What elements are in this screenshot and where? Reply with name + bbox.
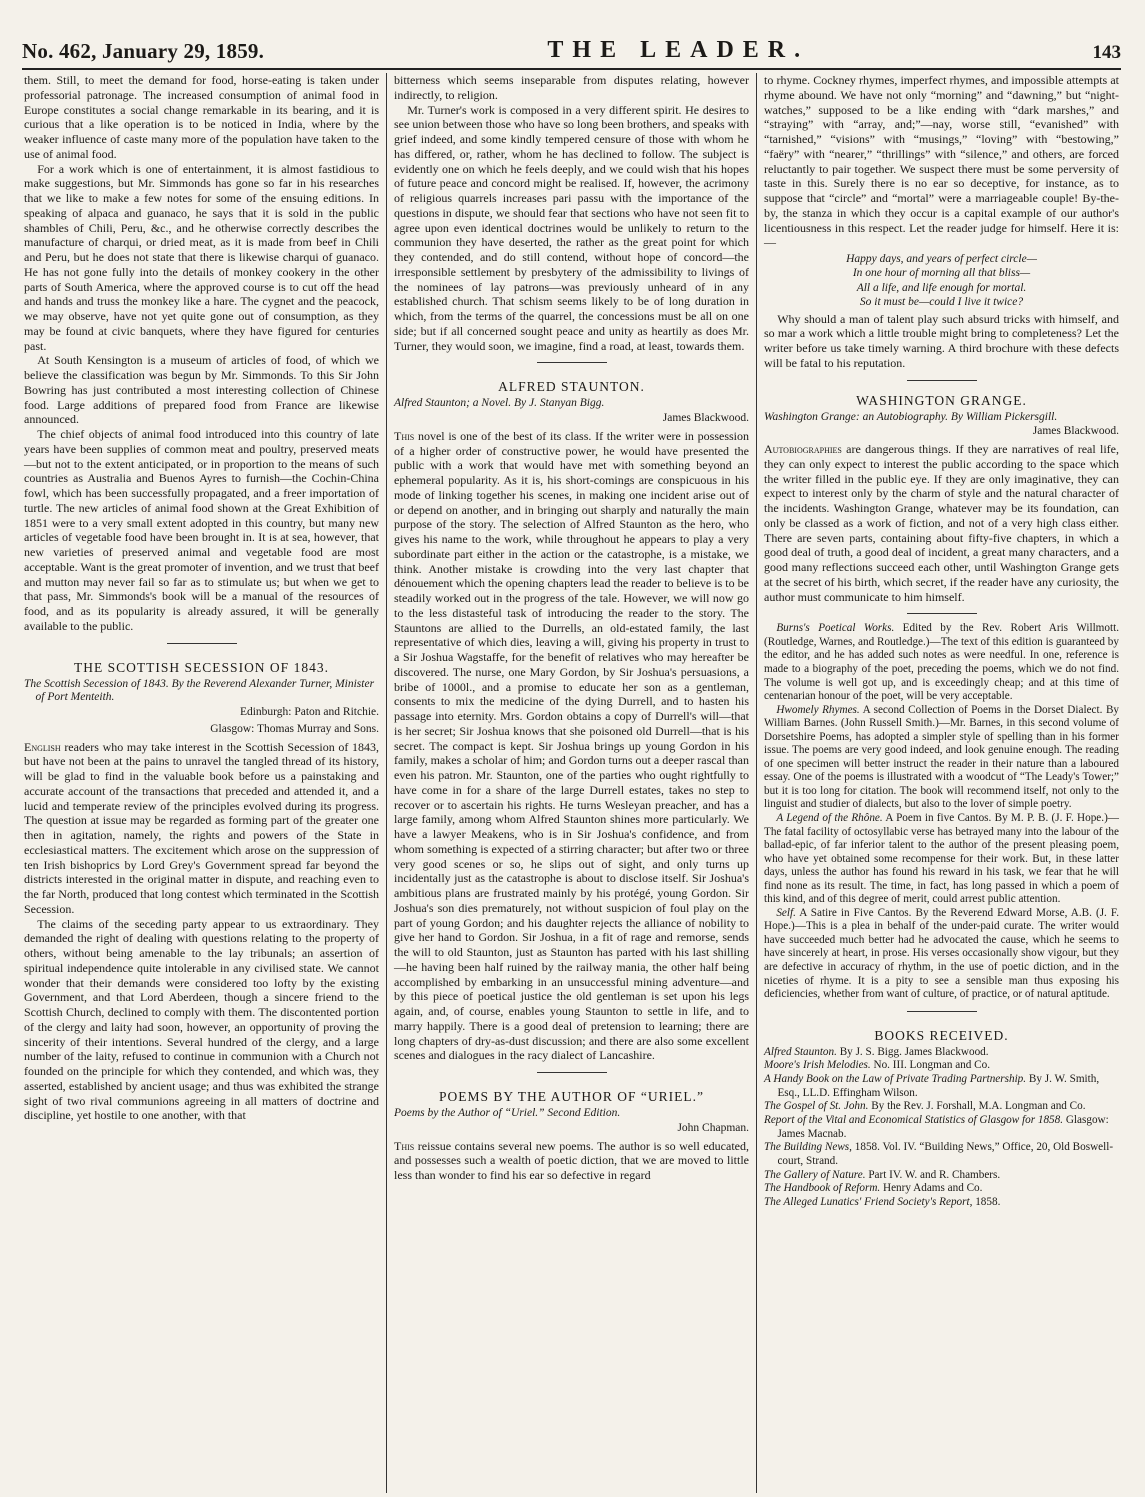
paragraph-body: novel is one of the best of its class. If the writer were in possession of a higher order of constructive power, he would have presented the public with a work that would have met with something beyond an ephemeral popularity. As it is, his short-comings are conspicuous in his mode of linking together his scenes, in making one incident arise out of or depend on another, and in bringing out sharply and naturally the main purpose of the story. The selection of Alfred Staunton as the hero, who gives his name to the work, while throughout he appears to play a very subordinate part either in the action or the catastrophe, is a mistake, we think. Another mistake is crowding into the very last chapter that dénouement which the opening chapters lead the reader to believe is to be steadily worked out in the progress of the tale. However, we will now go to the less distasteful task of introducing the reader to the story. The Stauntons are allied to the Durrells, an old-estated family, the last representative of which dies, leaving a will, giving his property in trust to a Sir Joshua Wagstaffe, for the benefit of relatives who may hereafter be discovered. The nurse, one Mary Gordon, by Sir Joshua's persuasions, a bribe of 1000l., and a promise to educate her son as a gentleman, consents to mix the medicine of the dying Durrell, and to hasten his passage into eternity. Mrs. Gordon obtains a copy of Durrell's will—that is her secret; Sir Joshua knows that she poisoned old Durrell—that is his secret. The compact is kept. Sir Joshua brings up young Gordon in his family, makes a scholar of him; and Gordon turns out a deeper rascal than even his patron. Mr. Staunton, one of the parties who ought rightfully to have come in for a share of the large Durrell estates, takes no step to recover or to ascertain his rights. He turns Wesleyan preacher, and has a large family, among whom Alfred Staunton shines more particularly. We have a lawyer Meakens, who is in Sir Joshua's confidence, and from whom something is expected of a stirring character; but after two or three very good scenes or so, he slips out of sight, and only turns up incidentally just as the catastrophe is about to disclose itself. Sir Joshua's ambitious plans are frustrated mainly by his protégé, young Gordon. Sir Joshua's son dies prematurely, not without suspicion of foul play on the part of young Gordon; and his daughter rejects the alliance of nobility to give her hand to Gordon. Sir Joshua, in a fit of rage and remorse, sends the will to old Staunton, just as Staunton has parted with his last shilling—he having been half ruined by the railway mania, the other half being accomplished by embarking in an unsuccessful mining adventure—and by this piece of poetical justice the old gentleman is set upon his legs again, and, of course, enables young Staunton to settle in life, and to marry happily. There is a good deal of pretension to learning; there are long chapters of dry-as-dust discussion; and there are also some excellent scenes and dialogues in the racy dialect of Lancashire.: [394, 428, 749, 1063]
lead-word: This: [394, 428, 415, 443]
article-byline: [394, 397, 749, 411]
book-entry: [764, 1059, 1119, 1073]
paragraph-body: are dangerous things. If they are narratives of real life, they can only expect to interest the public according to the space which the writer filled in the public eye. If they are only imaginative, they can expect to interest only by the charm of style and the natural character of the incidents. Washington Grange, whatever may be its foundation, can only be classed as a work of fiction, and not of a very high class either. There are seven parts, containing about fifty-five chapters, in which a good deal of truth, a good deal of incident, a great many characters, and a good many reflections succeed each other, until Washington Grange gets at the secret of his birth, which secret, if the reader have any curiosity, the author must communicate to him himself.: [764, 442, 1119, 604]
paragraph: bitterness which seems inseparable from disputes relating, however indirectly, to religion.: [394, 73, 749, 102]
paragraph: to rhyme. Cockney rhymes, imperfect rhymes, and impossible attempts at rhyme abound. We have not only “morning” and “dawning,” but “night-watches,” supposed to be a like ending with “dark marshes,” and “straying” with “array, and;”—nay, worse still, “evanished” with “tarnished,” “visions” with “musings,” “loving” with “bestowing,” “faëry” with “nearer,” “thrillings” with “silence,” and others, are forced reluctantly to pair together. We suspect there must be some perversity of taste in this. Surely there is no ear so deceptive, for instance, as to suppose that “circle” and “mortal” were a marriageable couple! By-the-by, the stanza in which they occur is a capital example of our author's licentiousness in this respect. Let the reader judge for himself. Here it is:—: [764, 73, 1119, 250]
paragraph-body: reissue contains several new poems. The author is so well educated, and possesses such a wealth of poetic diction, that we are moved to little less than wonder to find his ear so defective in regard: [394, 1138, 749, 1183]
book-details: Glasgow: James Macnab.: [777, 1113, 1109, 1140]
book-details: Henry Adams and Co.: [880, 1182, 983, 1195]
book-title: The Alleged Lunatics' Friend Society's Report,: [764, 1195, 973, 1208]
byline-text: Poems by the Author of “Uriel.” Second Edition.: [394, 1107, 621, 1120]
columns: [22, 73, 1121, 1493]
paragraph: [764, 442, 1119, 604]
column-2: [387, 73, 757, 1493]
book-entry: [764, 1100, 1119, 1114]
book-entry: [764, 1141, 1119, 1168]
page-number: 143: [1092, 42, 1121, 63]
byline-text: Alfred Staunton; a Novel. By J. Stanyan Bigg.: [394, 397, 605, 410]
books-received-list: [764, 1046, 1119, 1210]
section-divider: [907, 380, 977, 381]
verse-stanza: [764, 252, 1119, 310]
book-title: The Building News,: [764, 1141, 852, 1154]
verse-line: Happy days, and years of perfect circle—: [846, 253, 1037, 265]
books-received-title: BOOKS RECEIVED.: [874, 1027, 1009, 1043]
notice-title: A Legend of the Rhône.: [776, 812, 883, 824]
book-title: The Gospel of St. John.: [764, 1100, 869, 1113]
section-divider: [167, 643, 237, 644]
lead-word: This: [394, 1138, 415, 1153]
publisher-line: Edinburgh: Paton and Ritchie.: [239, 706, 379, 719]
book-entry: [764, 1114, 1119, 1141]
book-entry: [764, 1196, 1119, 1210]
book-title: The Gallery of Nature.: [764, 1168, 866, 1181]
notice-title: Burns's Poetical Works.: [776, 622, 895, 635]
notice-title: Hwomely Rhymes.: [776, 703, 860, 716]
book-entry: [764, 1169, 1119, 1183]
article-byline: [764, 411, 1119, 425]
book-entry: [764, 1182, 1119, 1196]
article-title-alfred-staunton: ALFRED STAUNTON.: [498, 379, 645, 395]
paragraph: Mr. Turner's work is composed in a very different spirit. He desires to see union between those who have so long been brothers, and speaks with grief indeed, and some kindly tempered censure of those with whom he has differed, or, rather, whom he has declined to follow. The subject is evidently one on which he feels deeply, and we could wish that his hopes of future peace and concord might be realised. If, however, the acrimony of religious quarrels increases pari passu with the importance of the questions in dispute, we should fear that sections who have not seen fit to agree upon even identical doctrines would be unlikely to return to the communion they have deserted, the rather as the great point for which they contended, and do still contend, without hope of concord—the irresponsible settlement by presbytery of the admissibility to livings of the nominees of lay patrons—was previously unheard of in any established church. That schism seems likely to be of long duration in which, from the terms of the quarrel, the concessions must be all on one side; but if all concerned sought peace and unity as heartily as does Mr. Turner, they would soon, we imagine, find a road, at least, towards them.: [394, 102, 749, 353]
article-title-poems-uriel: POEMS BY THE AUTHOR OF “URIEL.”: [438, 1089, 704, 1105]
masthead: [22, 8, 1121, 70]
notice-body: A Poem in five Cantos. By M. P. B. (J. F. Hope.)—The fatal facility of octosyllabic verse has betrayed many into the labour of the ballad-epic, of far inferior talent to the author of the present pleasing poem, who have yet obtained some recompense for their work. But, in these latter days, unless the author has found his reward in his task, we fear that he will find none as its result. The time, in fact, has long passed in which a poem of this kind, and of this degree of merit, could arrest public attention.: [764, 812, 1119, 906]
short-notice: [764, 622, 1119, 703]
column-3: [757, 73, 1121, 1493]
paragraph: them. Still, to meet the demand for food, horse-eating is taken under professorial patronage. The increased consumption of animal food in Europe constitutes a social change remarkable in its bearing, and it is curious that a like operation is to be noticed in India, where by the weaker influence of caste many more of the population have taken to the use of animal food.: [24, 73, 379, 161]
issue-number-date: No. 462, January 29, 1859.: [22, 39, 265, 63]
book-title: Alfred Staunton.: [764, 1045, 837, 1058]
article-title-washington-grange: WASHINGTON GRANGE.: [856, 392, 1027, 408]
notice-title: Self.: [776, 906, 796, 919]
paragraph: For a work which is one of entertainment, it is almost fastidious to make suggestions, but Mr. Simmonds has gone so far in his researches that we like to make a few notes for some of the ensuing editions. In speaking of alpaca and guanaco, he says that it is sold in the public shambles of Chili, Peru, &c., and he otherwise correctly describes the manufacture of charqui, or dried meat, as it is made from beef in Chili and Peru, but he does not state that there is likewise charqui of guanaco. He has not gone fully into the details of monkey cookery in the other parts of South America, where the approved course is to cut off the head and hands and truss the monkey like a hare. The cygnet and the peacock, we may observe, have not yet quite gone out of consumption, as they may be found at civic banquets, where they have figured for centuries past.: [24, 161, 379, 353]
paragraph-body: readers who may take interest in the Scottish Secession of 1843, but have not been at the pains to unravel the tangled thread of its history, will be glad to find in the valuable book before us a painstaking and accurate account of the transactions that preceded and attended it, and a lucid and temperate review of the principles evolved during its progress. The question at issue may be regarded as forming part of the greater one then in agitation, namely, the rights and powers of the State in ecclesiastical matters. The excitement which arose on the suppression of ten Irish bishoprics by Lord Grey's Government spread far beyond the districts interested in the original matter in dispute, and reaching even to the far North, produced that long contest which terminated in the Scottish Secession.: [24, 739, 379, 916]
publisher-line: James Blackwood.: [662, 412, 749, 425]
section-divider: [907, 1011, 977, 1012]
book-title: A Handy Book on the Law of Private Trading Partnership.: [764, 1072, 1027, 1085]
article-title-scottish-secession: THE SCOTTISH SECESSION OF 1843.: [74, 659, 329, 675]
publisher-line: James Blackwood.: [1032, 425, 1119, 438]
book-details: No. III. Longman and Co.: [870, 1059, 991, 1072]
publisher-line: John Chapman.: [677, 1121, 749, 1134]
book-entry: [764, 1073, 1119, 1100]
short-notice: [764, 704, 1119, 812]
notice-body: A second Collection of Poems in the Dorset Dialect. By William Barnes. (John Russell Smith.)—Mr. Barnes, in this second volume of Dorsetshire Poems, has adopted a simpler style of spelling than in his former issue. The poems are very good indeed, and look genuine enough. The reading of one specimen will better instruct the reader in their nature than a laboured essay. One of the poems is illustrated with a woodcut of “The Leady's Tower;” but it is too long for citation. The book will recommend itself, not only to the linguist and studier of dialects, but also to the lover of simple poetry.: [764, 703, 1119, 811]
book-details: By J. W. Smith, Esq., LL.D. Effingham Wilson.: [777, 1072, 1100, 1099]
paragraph: The chief objects of animal food introduced into this country of late years have been supplies of common meat and poultry, preserved meats—but not to the extent anticipated, or in proportion to the means of such countries as Australia and Buenos Ayres to furnish—the Cochin-China fowl, which has been successfully propagated, and a freer importation of turtle. The new articles of animal food shown at the Great Exhibition of 1851 were to a very small extent adopted in this country, but many new articles of vegetable food have been brought in. It is at sea, however, that new varieties of preserved animal and vegetable food are most acceptable. Want is the great promoter of invention, and we trust that beef and mutton may never fail so far as to stimulate us; but when we get to that pass, Mr. Simmonds's book will be a manual of the resources of food, and as its popularity is already assured, it will be generally available to the public.: [24, 427, 379, 633]
verse-line: In one hour of morning all that bliss—: [852, 267, 1031, 280]
paragraph: Why should a man of talent play such absurd tricks with himself, and so mar a work which a little trouble might bring to completeness? Let the writer before us take timely warning. A third brochure with these defects will be fatal to his reputation.: [764, 311, 1119, 370]
book-details: 1858. Vol. IV. “Building News,” Office, 20, Old Boswell-court, Strand.: [777, 1141, 1114, 1167]
verse-line: All a life, and life enough for mortal.: [856, 281, 1027, 294]
paragraph: [24, 740, 379, 917]
book-entry: [764, 1046, 1119, 1060]
notice-body: Edited by the Rev. Robert Aris Willmott. (Routledge, Warnes, and Routledge.)—The text of this edition is guaranteed by the editor, and he has added such notes as were needful. In one, reference is made to a biography of the poet, preceding the poems, which we do not find. The volume is well got up, and is exceedingly cheap; and at this time of centenarian honour of the poet, will be very acceptable.: [764, 622, 1119, 703]
book-title: The Handbook of Reform.: [764, 1182, 881, 1195]
column-1: [22, 73, 387, 1493]
paragraph: At South Kensington is a museum of articles of food, of which we believe the classification was begun by Mr. Simmonds. To this Sir John Bowring has just contributed a most interesting collection of Chinese food. Large additions of prepared food from France are likewise announced.: [24, 353, 379, 427]
section-divider: [537, 1072, 607, 1073]
byline-text: The Scottish Secession of 1843. By the Reverend Alexander Turner, Minister of Port Menteith.: [24, 677, 375, 704]
book-title: Report of the Vital and Economical Statistics of Glasgow for 1858.: [764, 1113, 1064, 1126]
short-notice: [764, 907, 1119, 1002]
book-details: By the Rev. J. Forshall, M.A. Longman and Co.: [868, 1100, 1086, 1113]
section-divider: [537, 362, 607, 363]
newspaper-title: THE LEADER.: [547, 37, 810, 63]
short-notice: [764, 812, 1119, 907]
paragraph: The claims of the seceding party appear to us extraordinary. They demanded the right of dealing with questions relating to the property of others, without being amenable to the lay tribunals; an assertion of spiritual independence quite intolerable in any civilised state. We cannot wonder that their demands were considered too lofty by the existing Government, and that Lord Aberdeen, though a sincere friend to the Scottish Church, declined to comply with them. The discontented portion of the clergy and laity had soon, however, an opportunity of proving the sincerity of their intentions. Several hundred of the clergy, and a large number of the laity, refused to continue in communion with a Church not founded on the principle for which they contended, and which was, they asserted, established by ancient usage; and thus was exhibited the strange sight of two rival communions agreeing in all matters of doctrine and discipline, yet hostile to one another, with that: [24, 916, 379, 1123]
byline-text: Washington Grange: an Autobiography. By William Pickersgill.: [764, 410, 1058, 423]
book-details: Part IV. W. and R. Chambers.: [865, 1168, 1001, 1181]
article-byline: [24, 678, 379, 706]
publisher-line: Glasgow: Thomas Murray and Sons.: [210, 722, 379, 735]
book-details: By J. S. Bigg. James Blackwood.: [836, 1045, 989, 1058]
article-byline: [394, 1107, 749, 1121]
lead-word: Autobiographies: [764, 442, 842, 457]
notice-body: A Satire in Five Cantos. By the Reverend Edward Morse, A.B. (J. F. Hope.)—This is a plea in behalf of the under-paid curate. The writer would have succeeded much better had he advocated the cause, which he seems to have sincerely at heart, in prose. His verses occasionally show vigour, but they are defective in accuracy of rhythm, in the use of poetic diction, and in the niceties of rhyme. It is a pity to see a sensible man thus exposing his deficiencies, whether from want of culture, of practice, or of natural aptitude.: [764, 906, 1119, 1001]
verse-line: So it must be—could I live it twice?: [859, 296, 1024, 309]
book-title: Moore's Irish Melodies.: [764, 1059, 871, 1072]
lead-word: English: [24, 739, 61, 754]
paragraph: [394, 429, 749, 1063]
paragraph: [394, 1139, 749, 1183]
book-details: 1858.: [972, 1195, 1001, 1208]
